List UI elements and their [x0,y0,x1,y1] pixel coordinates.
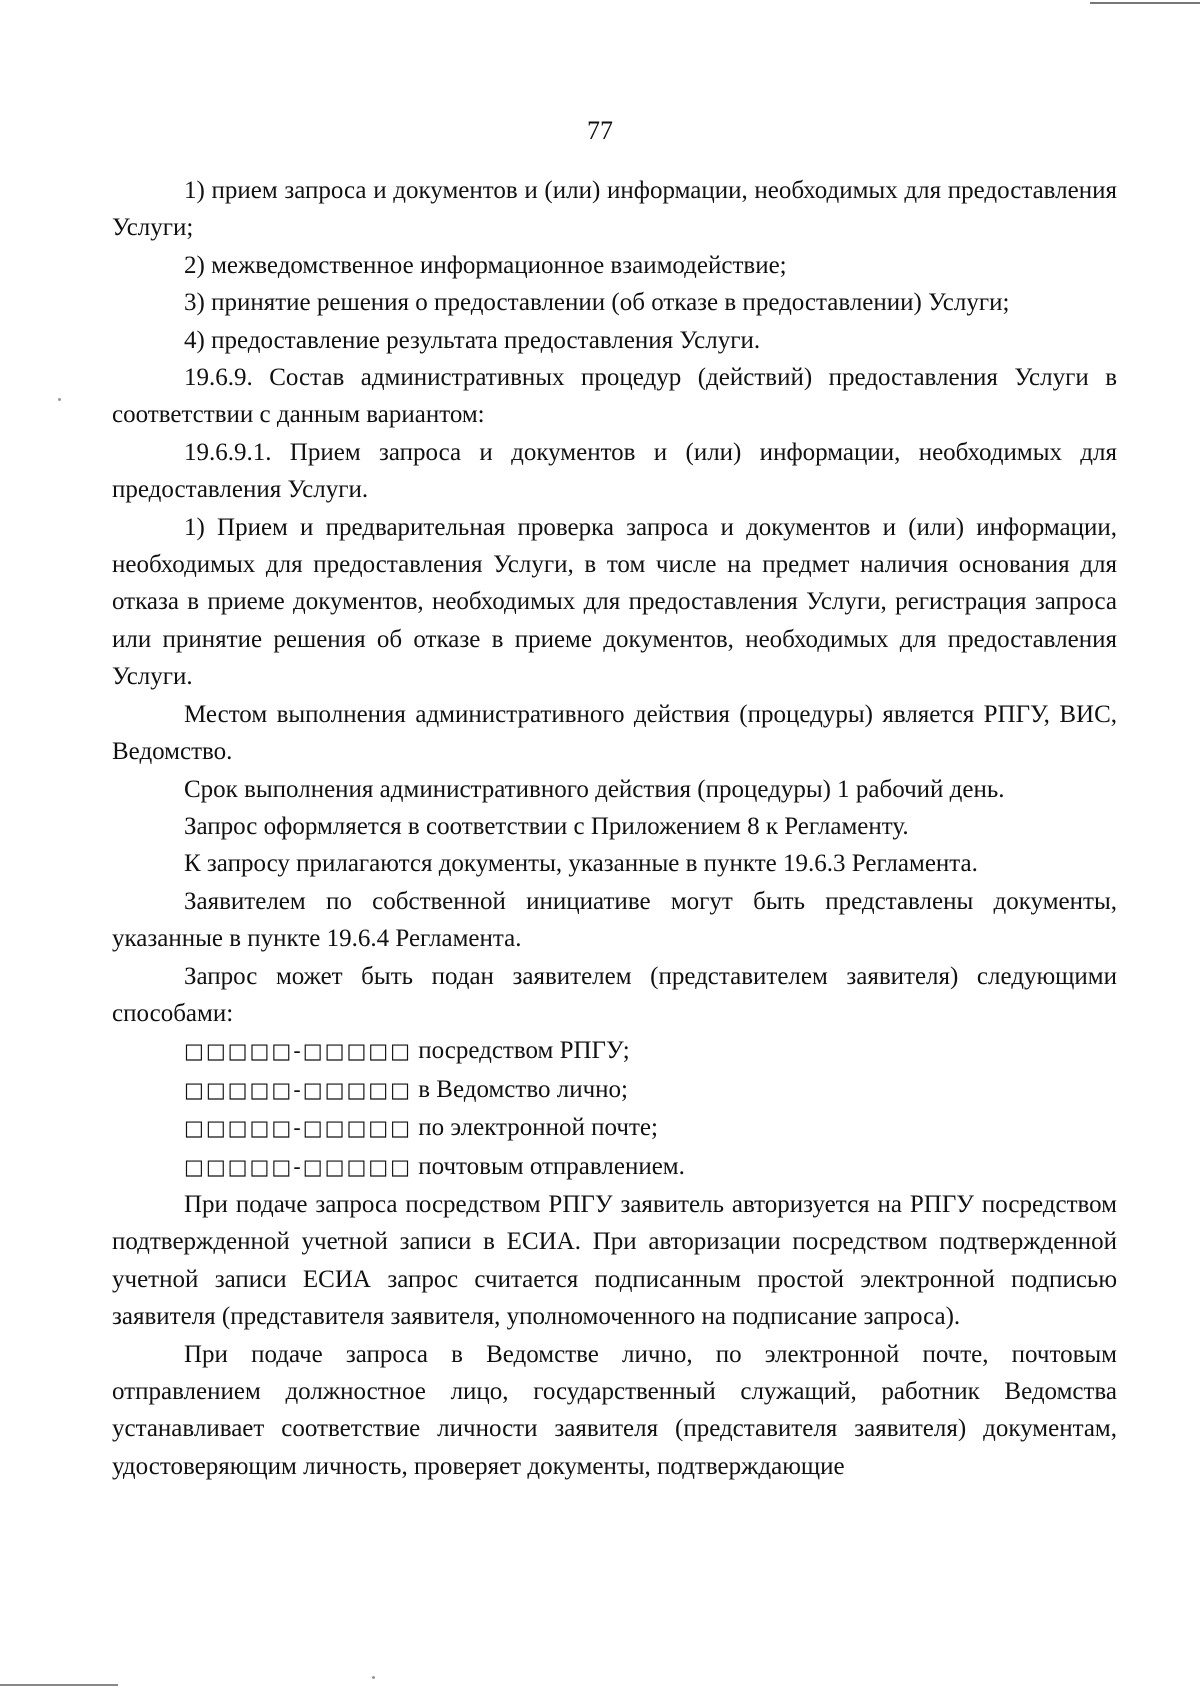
paragraph: 2) межведомственное информационное взаимодействие; [184,251,787,279]
page-number: 77 [587,116,613,145]
paragraph: При подаче запроса посредством РПГУ заявитель авторизуется на РПГУ посредством подтвержденной учетной записи в ЕСИА. При авторизации посредством подтвержденной учетной записи ЕСИА запрос считается подписанным простой электронной подписью заявителя (представителя заявителя, уполномоченного на подписание запроса). [112,1190,1117,1331]
document-body [112,172,1117,1485]
paragraph: 19.6.9.1. Прием запроса и документов и (или) информации, необходимых для предоставления Услуги. [112,438,1117,504]
paragraph: 4) предоставление результата предоставления Услуги. [184,326,761,354]
paragraph: При подаче запроса в Ведомстве лично, по электронной почте, почтовым отправлением должностное лицо, государственный служащий, работник Ведомства устанавливает соответствие личности заявителя (представителя заявителя) документам, удостоверяющим личность, проверяет документы, подтверждающие [112,1340,1117,1480]
scan-speck [58,398,61,401]
method-text: по электронной почте; [418,1114,658,1142]
paragraph: Срок выполнения административного действия (процедуры) 1 рабочий день. [184,775,1005,803]
paragraph: Запрос может быть подан заявителем (представителем заявителя) следующими способами: [112,962,1117,1027]
method-item [112,1032,1117,1070]
scan-speck [372,1676,375,1679]
paragraph: 19.6.9. Состав административных процедур (действий) предоставления Услуги в соответствии с данным вариантом: [112,364,1117,429]
paragraph: К запросу прилагаются документы, указанные в пункте 19.6.3 Регламента. [184,850,978,878]
method-marker: □□□□□-□□□□□ [184,1116,412,1141]
method-item [112,1148,1117,1186]
paragraph: 1) прием запроса и документов и (или) информации, необходимых для предоставления Услуги; [112,177,1117,242]
paragraph: 1) Прием и предварительная проверка запроса и документов и (или) информации, необходимых для предоставления Услуги, в том числе на предмет наличия основания для отказа в приеме документов, необходимых для предоставления Услуги, регистрация запроса или принятие решения об отказе в приеме документов, необходимых для предоставления Услуги. [112,513,1117,691]
method-item [112,1109,1117,1147]
paragraph: Заявителем по собственной инициативе могут быть представлены документы, указанные в пункте 19.6.4 Регламента. [112,887,1117,953]
scan-edge-top [1090,2,1200,4]
method-item [112,1071,1117,1109]
paragraph: Местом выполнения административного действия (процедуры) является РПГУ, ВИС, Ведомство. [112,700,1117,766]
method-text: посредством РПГУ; [418,1037,630,1065]
method-text: почтовым отправлением. [418,1152,685,1180]
method-marker: □□□□□-□□□□□ [184,1077,412,1102]
method-marker: □□□□□-□□□□□ [184,1039,412,1064]
paragraph: Запрос оформляется в соответствии с Приложением 8 к Регламенту. [184,812,909,840]
method-text: в Ведомство лично; [418,1075,628,1103]
paragraph: 3) принятие решения о предоставлении (об отказе в предоставлении) Услуги; [184,289,1010,317]
method-marker: □□□□□-□□□□□ [184,1154,412,1179]
scan-edge-bottom [0,1684,118,1686]
